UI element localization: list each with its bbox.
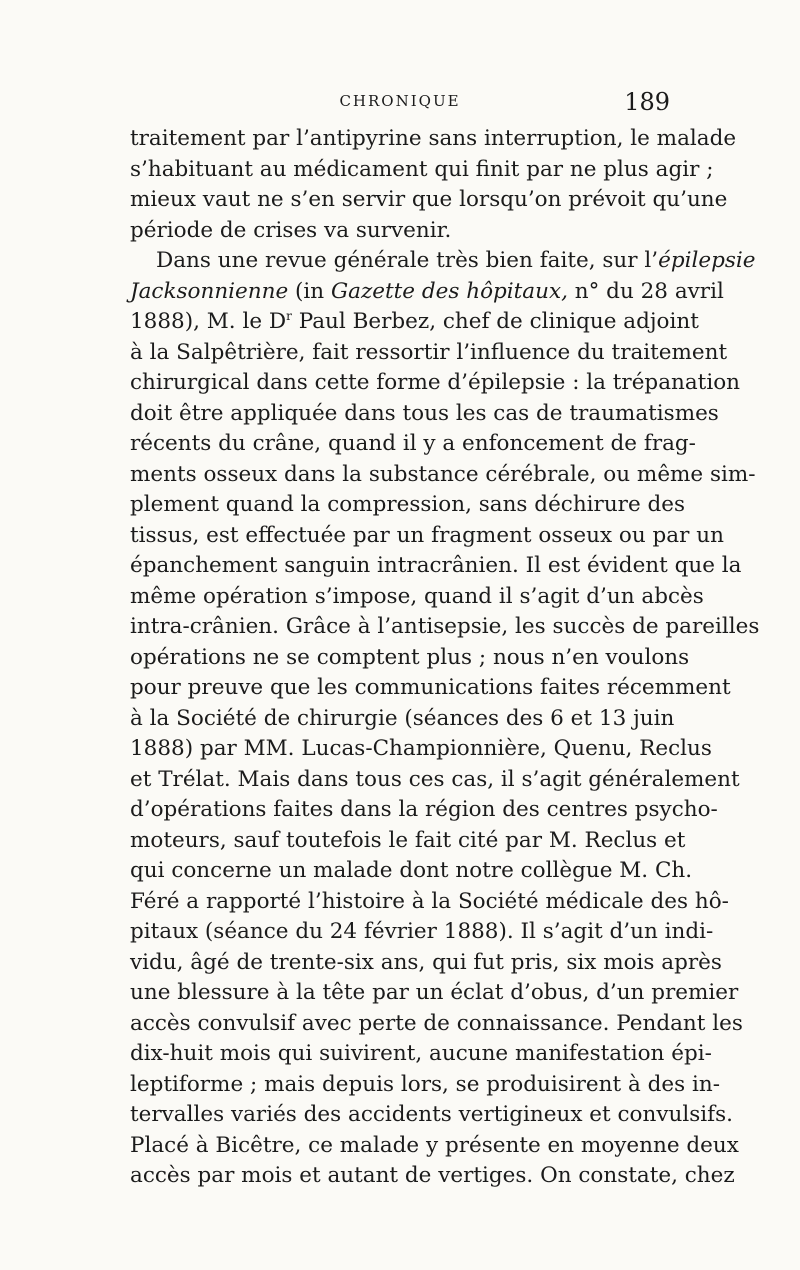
text-line xyxy=(130,1039,712,1070)
text-segment: Paul Berbez, chef de clinique adjoint xyxy=(291,309,699,334)
text-segment: Placé à Bicêtre, ce malade y présente en moyenne deux xyxy=(130,1132,739,1158)
body-text xyxy=(130,124,760,1192)
text-segment: épanchement sanguin intracrânien. Il est évident que la xyxy=(130,553,742,578)
text-segment: à la Société de chirurgie (séances des 6 et 13 juin xyxy=(130,705,675,731)
text-segment: pitaux (séance du 24 février 1888). Il s’agit d’un indi- xyxy=(130,919,714,944)
text-line xyxy=(130,368,740,399)
text-line xyxy=(130,124,737,155)
text-line xyxy=(130,1131,739,1162)
text-segment: doit être appliquée dans tous les cas de traumatismes xyxy=(130,400,719,426)
text-line xyxy=(130,612,760,643)
page-number: 189 xyxy=(624,88,670,116)
text-line xyxy=(130,765,740,796)
text-line xyxy=(130,704,675,735)
text-segment: tervalles variés des accidents vertigineux et convulsifs. xyxy=(130,1102,733,1127)
text-segment: traitement par l’antipyrine sans interruption, le malade xyxy=(130,126,737,151)
text-line xyxy=(130,887,729,918)
text-line xyxy=(130,246,756,277)
text-segment: accès par mois et autant de vertiges. On constate, chez xyxy=(130,1163,735,1188)
text-segment: récents du crâne, quand il y a enfoncement de frag- xyxy=(130,431,696,456)
text-segment: tissus, est effectuée par un fragment osseux ou par un xyxy=(130,522,724,548)
text-segment: n° du 28 avril xyxy=(567,278,724,304)
text-segment: qui concerne un malade dont notre collègue M. Ch. xyxy=(130,858,693,883)
italic-text: épilepsie xyxy=(658,248,756,273)
text-line xyxy=(130,948,722,979)
text-segment: même opération s’impose, quand il s’agit d’un abcès xyxy=(130,583,704,609)
italic-text: Jacksonnienne xyxy=(130,278,289,304)
text-segment: 1888), M. le D xyxy=(130,309,287,334)
text-line xyxy=(130,1009,743,1040)
running-title: CHRONIQUE xyxy=(339,92,461,110)
text-segment: et Trélat. Mais dans tous ces cas, il s’agit généralement xyxy=(130,766,740,792)
text-segment: (in xyxy=(288,278,331,304)
text-segment: d’opérations faites dans la région des centres psycho- xyxy=(130,797,718,822)
text-line xyxy=(130,185,728,216)
text-segment: chirurgical dans cette forme d’épilepsie : la trépanation xyxy=(130,370,740,395)
text-segment: à la Salpêtrière, fait ressortir l’influence du traitement xyxy=(130,339,728,365)
text-segment: une blessure à la tête par un éclat d’obus, d’un premier xyxy=(130,980,739,1005)
italic-text: Gazette des hôpitaux, xyxy=(330,278,568,304)
text-segment: ments osseux dans la substance cérébrale, ou même sim- xyxy=(130,461,756,487)
text-line xyxy=(130,216,670,247)
text-segment: s’habituant au médicament qui finit par ne plus agir ; xyxy=(130,156,714,182)
text-segment: pour preuve que les communications faites récemment xyxy=(130,675,731,700)
page-header xyxy=(130,88,670,122)
text-line xyxy=(130,277,724,308)
text-segment: Dans une revue générale très bien faite, sur l’ xyxy=(156,248,659,273)
text-segment: mieux vaut ne s’en servir que lorsqu’on prévoit qu’une xyxy=(130,187,728,212)
text-line xyxy=(130,582,704,613)
text-line xyxy=(130,490,686,521)
text-segment: leptiforme ; mais depuis lors, se produisirent à des in- xyxy=(130,1071,720,1097)
text-line xyxy=(130,917,714,948)
text-line xyxy=(130,155,714,186)
text-segment: 1888) par MM. Lucas-Championnière, Quenu, Reclus xyxy=(130,736,712,761)
text-line xyxy=(130,551,742,582)
text-line xyxy=(130,429,696,460)
text-segment: moteurs, sauf toutefois le fait cité par M. Reclus et xyxy=(130,827,686,853)
text-segment: opérations ne se comptent plus ; nous n’en voulons xyxy=(130,644,690,670)
text-line xyxy=(130,399,719,430)
text-line xyxy=(130,856,693,887)
text-line xyxy=(130,1161,735,1192)
text-segment: Féré a rapporté l’histoire à la Société médicale des hô- xyxy=(130,888,729,914)
text-line xyxy=(130,338,728,369)
text-segment: accès convulsif avec perte de connaissance. Pendant les xyxy=(130,1010,743,1036)
text-line xyxy=(130,643,690,674)
text-segment: intra-crânien. Grâce à l’antisepsie, les succès de pareilles xyxy=(130,614,760,639)
text-segment: dix-huit mois qui suivirent, aucune manifestation épi- xyxy=(130,1041,712,1066)
text-line xyxy=(130,795,718,826)
text-line xyxy=(130,307,699,338)
text-line xyxy=(130,978,739,1009)
text-line xyxy=(130,460,756,491)
text-line xyxy=(130,1070,720,1101)
text-line xyxy=(130,826,686,857)
text-line xyxy=(130,521,724,552)
text-segment: période de crises va survenir. xyxy=(130,217,452,243)
text-line xyxy=(130,1100,733,1131)
text-line xyxy=(130,673,731,704)
superscript-text: r xyxy=(286,308,292,323)
text-line xyxy=(130,734,712,765)
text-segment: plement quand la compression, sans déchirure des xyxy=(130,492,686,517)
text-segment: vidu, âgé de trente-six ans, qui fut pris, six mois après xyxy=(130,949,722,975)
